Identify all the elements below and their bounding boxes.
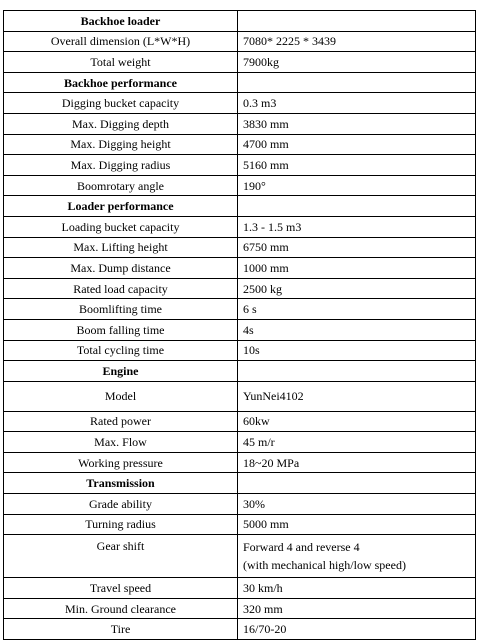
section-title: Loader performance xyxy=(4,196,238,217)
spec-row xyxy=(4,411,476,432)
spec-row xyxy=(4,340,476,361)
spec-row xyxy=(4,514,476,535)
spec-value: 6 s xyxy=(238,299,476,320)
spec-row xyxy=(4,52,476,73)
spec-value: 5000 mm xyxy=(238,514,476,535)
spec-label: Boomlifting time xyxy=(4,299,238,320)
spec-label: Working pressure xyxy=(4,452,238,473)
spec-label: Grade ability xyxy=(4,494,238,515)
spec-value: 6750 mm xyxy=(238,237,476,258)
spec-label: Max. Digging radius xyxy=(4,155,238,176)
section-header-row xyxy=(4,72,476,93)
section-title: Backhoe loader xyxy=(4,11,238,32)
section-empty-cell xyxy=(238,473,476,494)
spec-value: 10s xyxy=(238,340,476,361)
spec-row xyxy=(4,93,476,114)
spec-label: Travel speed xyxy=(4,578,238,599)
spec-label: Model xyxy=(4,381,238,411)
spec-row xyxy=(4,319,476,340)
spec-value: 18~20 MPa xyxy=(238,452,476,473)
spec-value: 320 mm xyxy=(238,598,476,619)
spec-row xyxy=(4,134,476,155)
spec-label: Digging bucket capacity xyxy=(4,93,238,114)
spec-row xyxy=(4,31,476,52)
spec-value: 30% xyxy=(238,494,476,515)
section-header-row xyxy=(4,361,476,382)
spec-label: Max. Digging height xyxy=(4,134,238,155)
spec-value: 3830 mm xyxy=(238,113,476,134)
spec-value: 7080* 2225 * 3439 xyxy=(238,31,476,52)
spec-value: 190° xyxy=(238,175,476,196)
section-empty-cell xyxy=(238,361,476,382)
spec-row xyxy=(4,578,476,599)
spec-row xyxy=(4,155,476,176)
spec-label: Max. Digging depth xyxy=(4,113,238,134)
spec-value: YunNei4102 xyxy=(238,381,476,411)
spec-row xyxy=(4,432,476,453)
spec-label: Gear shift xyxy=(4,535,238,578)
spec-value-line: Forward 4 and reverse 4 xyxy=(243,540,360,555)
section-empty-cell xyxy=(238,196,476,217)
spec-label: Turning radius xyxy=(4,514,238,535)
spec-value: 1.3 - 1.5 m3 xyxy=(238,216,476,237)
spec-row xyxy=(4,258,476,279)
spec-row xyxy=(4,175,476,196)
section-title: Engine xyxy=(4,361,238,382)
spec-value: 30 km/h xyxy=(238,578,476,599)
spec-label: Min. Ground clearance xyxy=(4,598,238,619)
spec-value: 5160 mm xyxy=(238,155,476,176)
section-title: Backhoe performance xyxy=(4,72,238,93)
spec-value-note: (with mechanical high/low speed) xyxy=(243,558,406,573)
spec-row xyxy=(4,598,476,619)
spec-row xyxy=(4,535,476,578)
spec-value: 16/70-20 xyxy=(238,619,476,640)
spec-value: 0.3 m3 xyxy=(238,93,476,114)
spec-label: Max. Flow xyxy=(4,432,238,453)
spec-label: Total weight xyxy=(4,52,238,73)
section-title: Transmission xyxy=(4,473,238,494)
spec-row xyxy=(4,452,476,473)
spec-row xyxy=(4,216,476,237)
spec-value: 1000 mm xyxy=(238,258,476,279)
spec-value: 7900kg xyxy=(238,52,476,73)
spec-value: 60kw xyxy=(238,411,476,432)
spec-label: Boomrotary angle xyxy=(4,175,238,196)
spec-value: 2500 kg xyxy=(238,278,476,299)
spec-label: Tire xyxy=(4,619,238,640)
section-header-row xyxy=(4,196,476,217)
spec-row xyxy=(4,619,476,640)
section-header-row xyxy=(4,473,476,494)
section-empty-cell xyxy=(238,11,476,32)
spec-label: Max. Lifting height xyxy=(4,237,238,258)
spec-label: Rated power xyxy=(4,411,238,432)
spec-value: 45 m/r xyxy=(238,432,476,453)
spec-row xyxy=(4,494,476,515)
spec-table xyxy=(3,10,476,640)
spec-value xyxy=(238,535,476,578)
section-empty-cell xyxy=(238,72,476,93)
spec-row xyxy=(4,113,476,134)
spec-row xyxy=(4,299,476,320)
spec-row xyxy=(4,237,476,258)
spec-value: 4s xyxy=(238,319,476,340)
spec-row xyxy=(4,278,476,299)
spec-label: Max. Dump distance xyxy=(4,258,238,279)
spec-table-body xyxy=(4,11,476,640)
section-header-row xyxy=(4,11,476,32)
spec-value: 4700 mm xyxy=(238,134,476,155)
spec-label: Total cycling time xyxy=(4,340,238,361)
spec-label: Overall dimension (L*W*H) xyxy=(4,31,238,52)
spec-label: Rated load capacity xyxy=(4,278,238,299)
spec-label: Loading bucket capacity xyxy=(4,216,238,237)
spec-label: Boom falling time xyxy=(4,319,238,340)
spec-row xyxy=(4,381,476,411)
